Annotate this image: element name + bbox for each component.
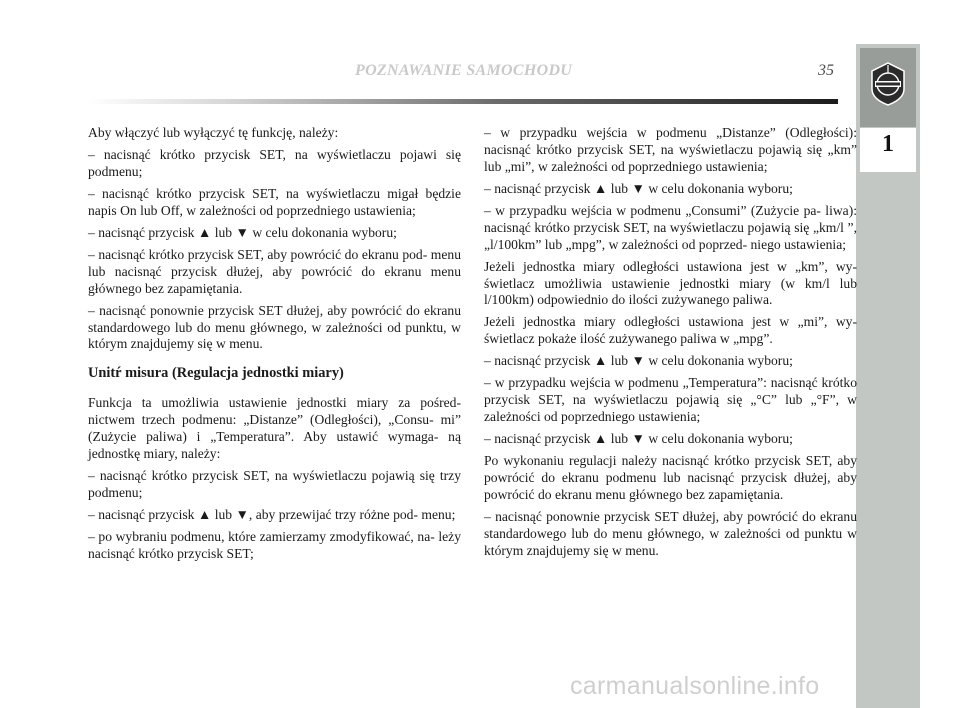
- paragraph: – nacisnąć krótko przycisk SET, aby powrócić do ekranu pod- menu lub nacisnąć przycisk dłużej, aby powrócić do ekranu menu głównego bez zapamiętania.: [88, 246, 461, 296]
- paragraph: – nacisnąć przycisk ▲ lub ▼ w celu dokonania wyboru;: [484, 353, 793, 369]
- lancia-logo-icon: [869, 61, 907, 107]
- paragraph: Po wykonaniu regulacji należy nacisnąć krótko przycisk SET, aby powrócić do ekranu podmenu lub nacisnąć przycisk dłużej, aby powrócić do ekranu menu głównego bez zapamiętania.: [484, 453, 857, 502]
- paragraph: – w przypadku wejścia w podmenu „Consumi” (Zużycie pa- liwa): nacisnąć krótko przycisk SET, na wyświetlaczu pojawią się „km/l ”, „l/100km” lub „mpg”, w zależności od poprzed- niego ustawienia;: [484, 202, 857, 252]
- paragraph: – nacisnąć przycisk ▲ lub ▼ w celu dokonania wyboru;: [484, 431, 793, 447]
- paragraph: Jeżeli jednostka miary odległości ustawiona jest w „mi”, wy- świetlacz pokaże ilość zużywanego paliwa w „mpg”.: [484, 314, 857, 347]
- section-title: POZNAWANIE SAMOCHODU: [355, 62, 573, 79]
- right-text-column: [484, 125, 857, 565]
- paragraph: – nacisnąć krótko przycisk SET, na wyświetlaczu pojawią się trzy podmenu;: [88, 467, 461, 500]
- paragraph: Aby włączyć lub wyłączyć tę funkcję, należy:: [88, 125, 339, 140]
- section-heading: Unitŕ misura (Regulacja jednostki miary): [88, 365, 344, 382]
- paragraph: – nacisnąć przycisk ▲ lub ▼ w celu dokonania wyboru;: [88, 224, 397, 240]
- paragraph: Jeżeli jednostka miary odległości ustawiona jest w „km”, wy- świetlacz umożliwia ustawienie jednostki miary (w km/l lub l/100km) odpowiednio do ilości zużywanego paliwa.: [484, 258, 857, 308]
- paragraph: – nacisnąć ponownie przycisk SET dłużej, aby powrócić do ekranu standardowego lub do menu głównego, w zależności od punktu w którym znajdujemy się w menu.: [484, 508, 857, 558]
- page-number: 35: [818, 62, 834, 79]
- left-text-column: [88, 125, 461, 568]
- paragraph: – w przypadku wejścia w podmenu „Temperatura”: nacisnąć krótko przycisk SET, na wyświetlaczu pojawią się „°C” lub „°F”, w zależności od poprzedniego ustawienia;: [484, 375, 857, 425]
- paragraph: – nacisnąć krótko przycisk SET, na wyświetlaczu migał będzie napis On lub Off, w zależności od poprzedniego ustawienia;: [88, 185, 461, 218]
- header-divider: [88, 99, 838, 104]
- paragraph: – w przypadku wejścia w podmenu „Distanze” (Odległości): nacisnąć krótko przycisk SET, na wyświetlaczu pojawią się „km” lub „mi”, w zależności od poprzedniego ustawienia;: [484, 125, 857, 174]
- paragraph: – nacisnąć przycisk ▲ lub ▼ w celu dokonania wyboru;: [484, 180, 793, 196]
- paragraph: – po wybraniu podmenu, które zamierzamy zmodyfikować, na- leży nacisnąć krótko przycisk SET;: [88, 528, 461, 561]
- paragraph: Funkcja ta umożliwia ustawienie jednostki miary za pośred- nictwem trzech podmenu: „Distanze” (Odległości), „Consu- mi” (Zużycie paliwa) i „Temperatura”. Aby ustawić wymaga- ną jednostkę miary, należy:: [88, 395, 461, 461]
- paragraph: – nacisnąć ponownie przycisk SET dłużej, aby powrócić do ekranu standardowego lub do menu głównego, w zależności od punktu, w którym znajdujemy się w menu.: [88, 302, 461, 352]
- watermark: carmanualsonline.info: [570, 672, 820, 700]
- paragraph: – nacisnąć krótko przycisk SET, na wyświetlaczu pojawi się podmenu;: [88, 147, 461, 179]
- chapter-number: 1: [882, 131, 894, 157]
- paragraph: – nacisnąć przycisk ▲ lub ▼, aby przewijać trzy różne pod- menu;: [88, 506, 456, 522]
